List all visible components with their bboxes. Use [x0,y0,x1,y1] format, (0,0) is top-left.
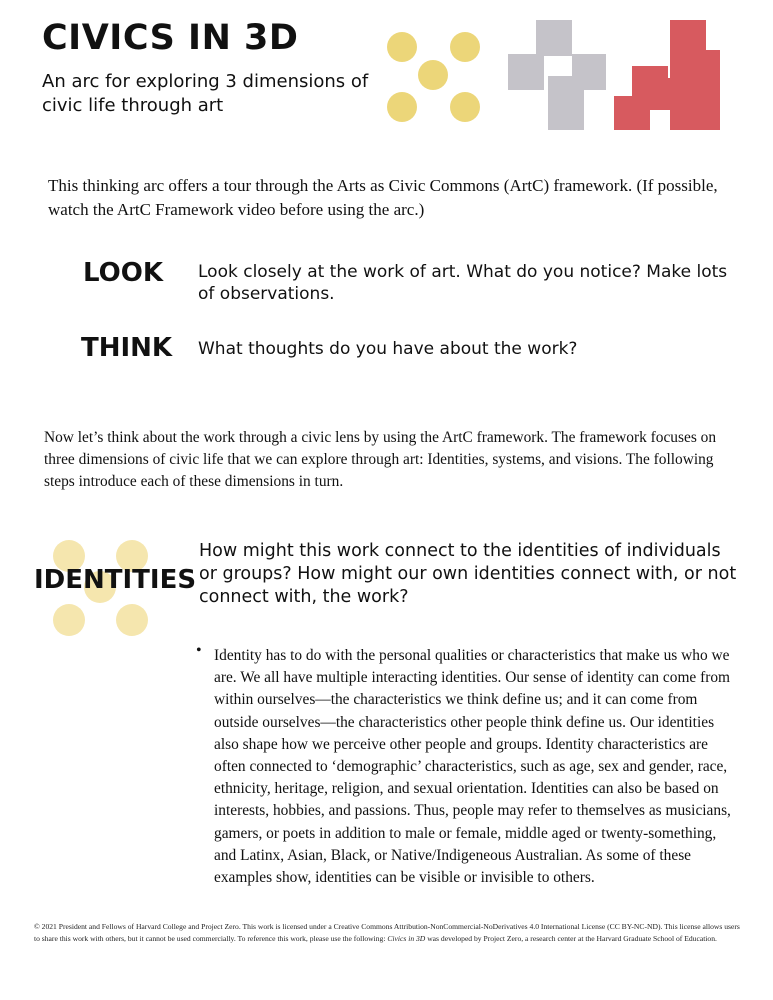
license-footer [34,921,744,945]
intro-paragraph: This thinking arc offers a tour through the Arts as Civic Commons (ArtC) framework. (If possible, watch the ArtC Framework video before using the arc.) [48,176,718,219]
bullet-marker: • [196,642,202,659]
page-title: CIVICS IN 3D [42,18,299,58]
footer-text-part2: was developed by Project Zero, a research center at the Harvard Graduate School of Education. [425,934,717,943]
yellow-dots-icon [380,25,490,135]
gray-blocks-icon [508,18,608,133]
civic-lens-paragraph: Now let’s think about the work through a civic lens by using the ArtC framework. The framework focuses on three dimensions of civic life that we can explore through art: Identities, systems, and visions. The following steps introduce each of these dimensions in turn. [44,429,717,490]
dimension-question: How might this work connect to the identities of individuals or groups? How might our own identities connect with, or not connect with, the work? [199,541,737,607]
page-subtitle: An arc for exploring 3 dimensions of civic life through art [42,71,369,116]
identity-description: Identity has to do with the personal qualities or characteristics that make us who we are. We all have multiple interacting identities. Our sense of identity can come from within ourselves—the characteristics we think define us; and it can come from outside ourselves—the characteristics other people think define us. Our identities also shape how we perceive other people and groups. Identity characteristics are often connected to ‘demographic’ characteristics, such as age, sex and gender, race, ethnicity, heritage, religion, and sexual orientation. Identities can also be based on interests, hobbies, and passions. Thus, people may refer to themselves as musicians, gamers, or poets in addition to male or female, middle aged or twenty-something, and Latinx, Asian, Black, or Native/Indigeneous Australian. As some of these examples show, identities can be visible or invisible to others. [214,647,731,887]
step-text-think: What thoughts do you have about the work? [198,339,578,359]
dimension-label-identities: IDENTITIES [34,565,197,595]
step-label-look: LOOK [83,258,163,288]
step-text-look: Look closely at the work of art. What do you notice? Make lots of observations. [198,262,728,304]
red-blocks-icon [612,18,722,133]
footer-text-part1: © 2021 President and Fellows of Harvard College and Project Zero. This work is licensed under a Creative Commons Attribution-NonCommercial-NoDerivatives 4.0 International License (CC BY-NC-ND). This license allows users to share this work with others, but it cannot be used commercially. To reference this work, please use the following: [34,922,740,943]
step-label-think: THINK [81,333,173,363]
footer-title-italic: Civics in 3D [387,934,426,943]
